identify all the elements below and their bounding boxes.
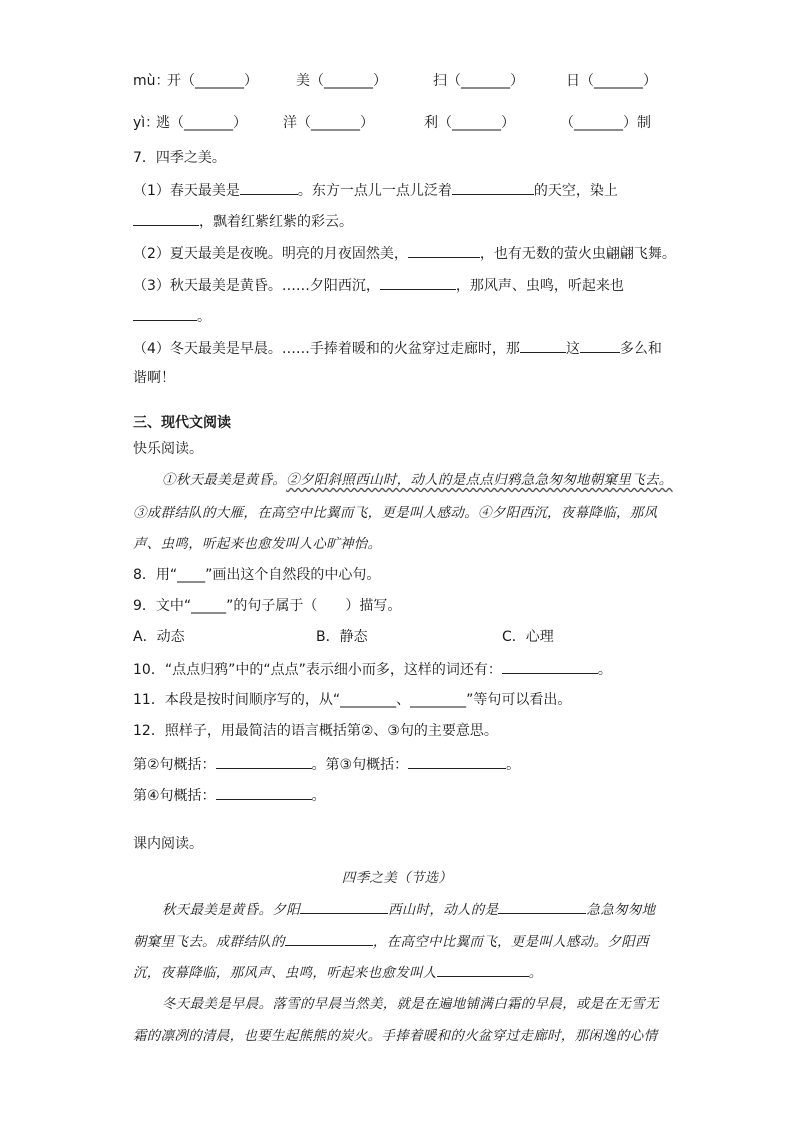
pinyin-yi-item: 逃（_______）	[156, 115, 247, 131]
question-7-part-1-cont: ，飘着红紫红紫的彩云。	[133, 211, 353, 232]
reading-passage-line: ①秋天最美是黄昏。②夕阳斜照西山时，动人的是点点归鸦急急匆匆地朝窠里飞去。	[162, 472, 673, 488]
question-7-part-3-cont: 。	[133, 306, 211, 327]
answer-blank[interactable]	[452, 180, 534, 195]
question-12: 12．照样子，用最简洁的语言概括第②、③句的主要意思。	[133, 723, 498, 739]
pinyin-mu-item: 日（_______）	[566, 73, 657, 89]
answer-blank[interactable]	[133, 211, 199, 226]
section-3-heading: 三、现代文阅读	[133, 415, 231, 431]
answer-blank[interactable]	[216, 785, 312, 800]
answer-blank[interactable]	[380, 275, 456, 290]
answer-blank[interactable]	[240, 180, 298, 195]
option-c[interactable]: C．心理	[502, 629, 554, 645]
pinyin-yi-item: （_______）制	[560, 115, 651, 131]
pinyin-yi-item: 洋（_______）	[283, 115, 374, 131]
answer-blank[interactable]	[300, 899, 388, 914]
section-3-intro: 快乐阅读。	[133, 441, 203, 457]
pinyin-mu-item: 开（_______）	[167, 73, 258, 89]
passage-title: 四季之美（节选）	[341, 870, 453, 886]
question-7-part-4-cont: 谐啊！	[133, 370, 175, 386]
reading-passage-line: 冬天最美是早晨。落雪的早晨当然美，就是在遍地铺满白霜的早晨，或是在无雪无	[162, 996, 659, 1012]
answer-blank[interactable]	[498, 899, 586, 914]
answer-blank[interactable]	[502, 659, 598, 674]
reading-passage-line: 朝窠里飞去。成群结队的 ，在高空中比翼而飞，更是叫人感动。夕阳西	[133, 931, 649, 952]
question-9: 9．文中“_____”的句子属于（ ）描写。	[133, 598, 402, 614]
reading-passage-line: 沉，夜幕降临，那风声、虫鸣，听起来也愈发叫人 。	[133, 962, 542, 983]
reading-passage-line: 声、虫鸣，听起来也愈发叫人心旷神怡。	[133, 536, 382, 552]
answer-blank[interactable]	[408, 754, 506, 769]
answer-blank[interactable]	[133, 306, 197, 321]
answer-blank[interactable]	[408, 243, 480, 258]
answer-blank[interactable]	[580, 338, 620, 353]
wavy-underlined-sentence: ②夕阳斜照西山时，动人的是点点归鸦急急匆匆地朝窠里飞去。	[286, 472, 673, 488]
answer-blank[interactable]	[285, 931, 373, 946]
option-a[interactable]: A．动态	[133, 629, 185, 645]
reading-passage-line: ③成群结队的大雁，在高空中比翼而飞，更是叫人感动。④夕阳西沉，夜幕降临，那风	[133, 505, 658, 521]
answer-blank[interactable]	[216, 754, 312, 769]
question-12-line-2: 第④句概括： 。	[133, 785, 326, 806]
option-b[interactable]: B．静态	[316, 629, 368, 645]
question-12-line-1: 第②句概括： 。第③句概括： 。	[133, 754, 520, 775]
answer-blank[interactable]	[520, 338, 566, 353]
question-7-title: 7．四季之美。	[133, 150, 226, 166]
section-4-intro: 课内阅读。	[133, 836, 203, 852]
pinyin-mu-item: 美（_______）	[296, 73, 387, 89]
pinyin-yi-item: 利（_______）	[424, 115, 515, 131]
question-10: 10．“点点归鸦”中的“点点”表示细小而多，这样的词还有： 。	[133, 659, 612, 680]
pinyin-yi-label: yì：	[133, 115, 160, 131]
question-11: 11．本段是按时间顺序写的，从“________、________”等句可以看出。	[133, 692, 572, 708]
question-7-part-4: （4）冬天最美是早晨。……手捧着暖和的火盆穿过走廊时，那 这 多么和	[133, 338, 662, 359]
question-7-part-2: （2）夏天最美是夜晚。明亮的月夜固然美， ，也有无数的萤火虫翩翩飞舞。	[133, 243, 676, 264]
pinyin-mu-label: mù：	[133, 73, 170, 89]
reading-passage-line: 秋天最美是黄昏。夕阳 西山时，动人的是 急急匆匆地	[162, 899, 655, 920]
question-8: 8．用“____”画出这个自然段的中心句。	[133, 567, 381, 583]
question-7-part-3: （3）秋天最美是黄昏。……夕阳西沉， ，那风声、虫鸣，听起来也	[133, 275, 624, 296]
pinyin-mu-item: 扫（_______）	[433, 73, 524, 89]
question-7-part-1: （1）春天最美是 。东方一点儿一点儿泛着 的天空，染上	[133, 180, 618, 201]
reading-passage-line: 霜的凛冽的清晨，也要生起熊熊的炭火。手捧着暖和的火盆穿过走廊时，那闲逸的心情	[133, 1028, 658, 1044]
answer-blank[interactable]	[437, 962, 529, 977]
